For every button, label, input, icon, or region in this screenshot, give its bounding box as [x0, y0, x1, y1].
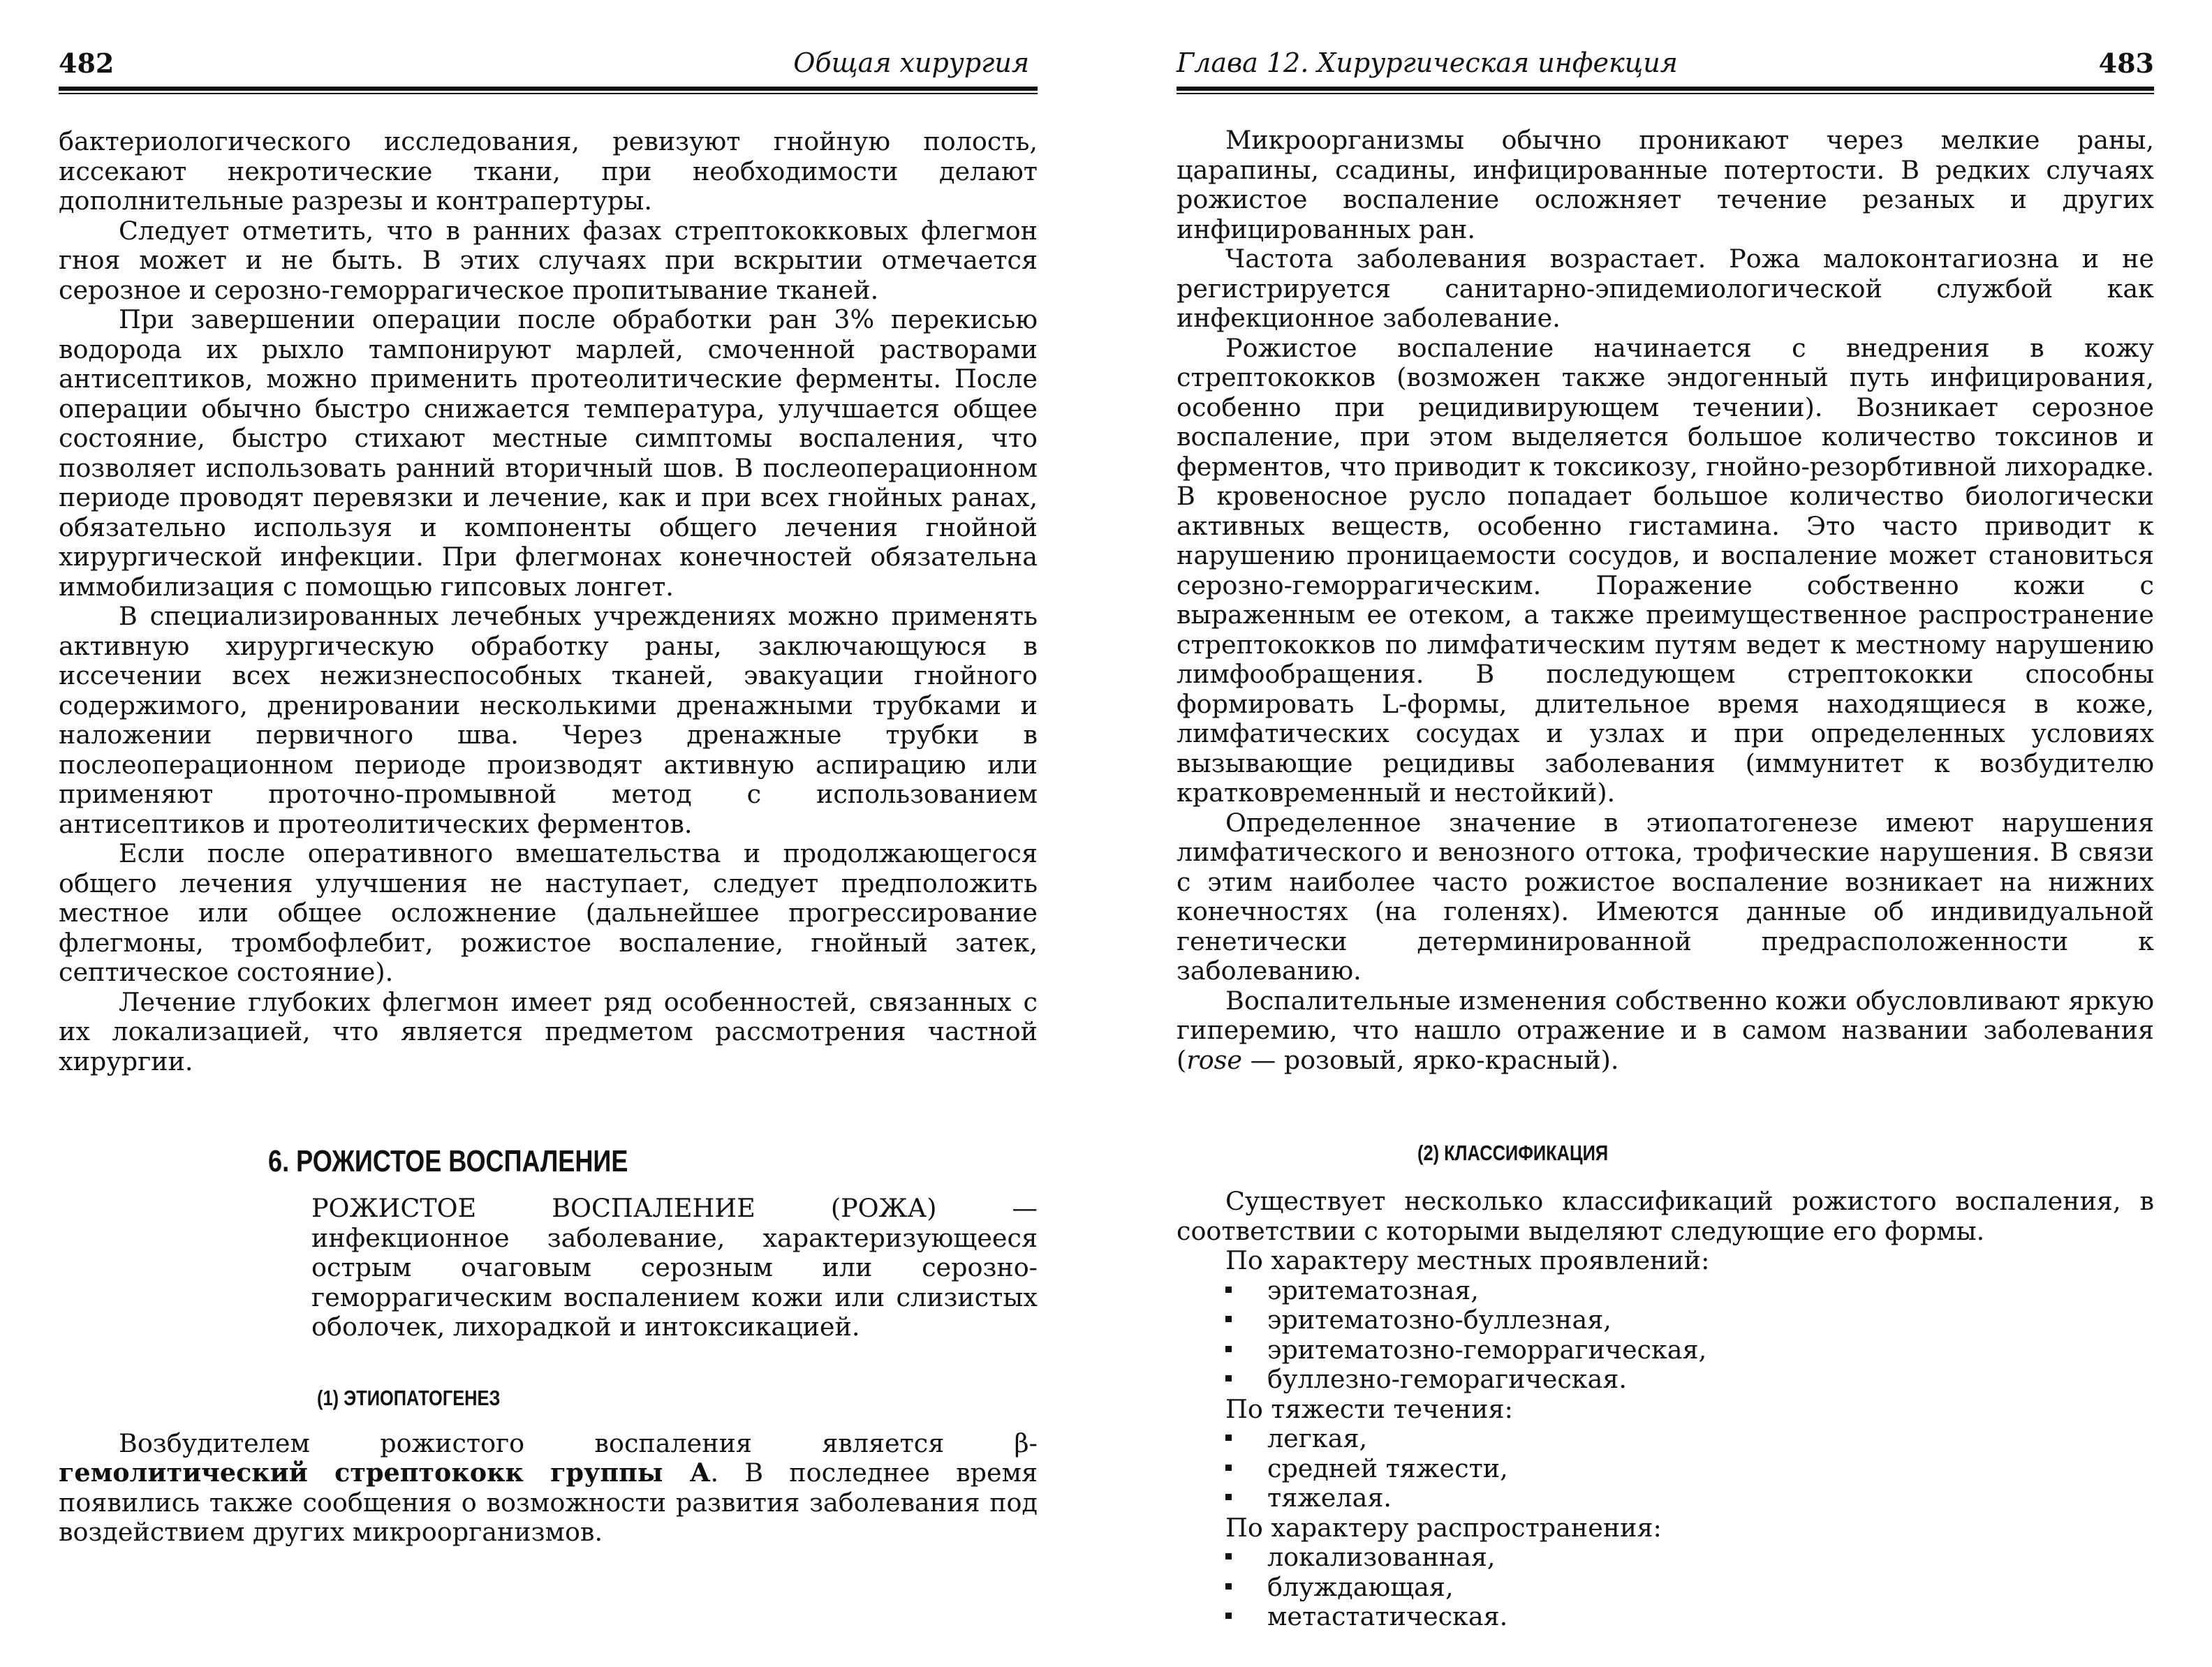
etiology-pathogen: гемолитический стрептококк группы А — [59, 1458, 711, 1488]
list-item: эритематозная, — [1177, 1276, 2154, 1306]
list-item: тяжелая. — [1177, 1483, 2154, 1513]
rose-text-start: Воспалительные изменения собственно кожи обусловливают яркую гиперемию, что нашло отражение и в самом названии заболевания ( — [1177, 985, 2154, 1075]
list-item: эритематозно-геморрагическая, — [1177, 1335, 2154, 1365]
group-title: По тяжести течения: — [1225, 1393, 1513, 1424]
list-item: средней тяжести, — [1177, 1454, 2154, 1484]
left-page-body — [59, 127, 1038, 1548]
classification-intro: Существует несколько классификаций рожистого воспаления, в соответствии с которыми выделяют следующие его формы. — [1177, 1186, 2154, 1246]
definition-text: РОЖИСТОЕ ВОСПАЛЕНИЕ (РОЖА) — инфекционное заболевание, характеризующееся острым очаговым серозным или серозно-геморрагическим воспалением кожи или слизистых оболочек, лихорадкой и интоксикацией. — [311, 1193, 1038, 1342]
bullet-list — [1177, 1276, 2154, 1395]
right-header-rule — [1177, 87, 2154, 94]
left-page-number: 482 — [59, 47, 115, 79]
left-header-rule — [59, 87, 1038, 94]
section-heading: 6. РОЖИСТОЕ ВОСПАЛЕНИЕ — [268, 1144, 628, 1178]
list-item: эритематозно-буллезная, — [1177, 1305, 2154, 1335]
right-paragraph-2: Частота заболевания возрастает. Рожа малоконтагиозна и не регистрируется санитарно-эпидемиологической службой как инфекционное заболевание. — [1177, 244, 2154, 333]
bullet-list — [1177, 1424, 2154, 1513]
left-paragraph-1: бактериологического исследования, ревизуют гнойную полость, иссекают некротические ткани, при необходимости делают дополнительные разрезы и контрапертуры. — [59, 126, 1038, 216]
left-paragraph-4: В специализированных лечебных учреждениях можно применять активную хирургическую обработку раны, заключающуюся в иссечении всех нежизнеспособных тканей, эвакуации гнойного содержимого, дренировании несколькими дренажными трубками и наложении первичного шва. Через дренажные трубки в послеоперационном периоде производят активную аспирацию или применяют проточно-промывной метод с использованием антисептиков и протеолитических ферментов. — [59, 601, 1038, 839]
group-title: По характеру местных проявлений: — [1225, 1245, 1710, 1275]
left-running-title: Общая хирургия — [793, 47, 1029, 78]
left-paragraph-2: Следует отметить, что в ранних фазах стрептококковых флегмон гноя может и не быть. В этих случаях при вскрытии отмечается серозное и серозно-геморрагическое пропитывание тканей. — [59, 215, 1038, 305]
right-page-number: 483 — [2098, 47, 2154, 79]
rose-text-end: — розовый, ярко-красный). — [1242, 1044, 1619, 1075]
right-page-header — [1177, 43, 2154, 99]
right-running-title: Глава 12. Хирургическая инфекция — [1177, 47, 1678, 78]
right-paragraph-3: Рожистое воспаление начинается с внедрения в кожу стрептококков (возможен также эндогенный путь инфицирования, особенно при рецидивирующем течении). Возникает серозное воспаление, при этом выделяется большое количество токсинов и ферментов, что приводит к токсикозу, гнойно-резорбтивной лихорадке. В кровеносное русло попадает большое количество биологически активных веществ, особенно гистамина. Это часто приводит к нарушению проницаемости сосудов, и воспаление может становиться серозно-геморрагическим. Поражение собственно кожи с выраженным ее отеком, а также преимущественное распространение стрептококков по лимфатическим путям ведет к местному нарушению лимфообращения. В последующем стрептококки способны формировать L-формы, длительное время находящиеся в коже, лимфатических сосудах и узлах и при определенных условиях вызывающие рецидивы заболевания (иммунитет к возбудителю кратковременный и нестойкий). — [1177, 332, 2154, 808]
list-item: буллезно-геморагическая. — [1177, 1365, 2154, 1395]
list-item: легкая, — [1177, 1424, 2154, 1454]
classification-group-spread — [1177, 1513, 2154, 1632]
list-item: метастатическая. — [1177, 1602, 2154, 1632]
classification-group-local — [1177, 1246, 2154, 1395]
subheading-classification: (2) КЛАССИФИКАЦИЯ — [1417, 1141, 1609, 1165]
right-paragraph-1: Микроорганизмы обычно проникают через мелкие раны, царапины, ссадины, инфицированные потертости. В редких случаях рожистое воспаление осложняет течение резаных и других инфицированных ран. — [1177, 125, 2154, 244]
etiology-paragraph — [59, 1429, 1038, 1548]
definition-block — [311, 1194, 1038, 1342]
list-item: локализованная, — [1177, 1543, 2154, 1573]
list-item: блуждающая, — [1177, 1573, 2154, 1603]
rose-term: rose — [1186, 1044, 1243, 1075]
left-paragraph-5: Если после оперативного вмешательства и продолжающегося общего лечения улучшения не наступает, следует предположить местное или общее осложнение (дальнейшее прогрессирование флегмоны, тромбофлебит, рожистое воспаление, гнойный затек, септическое состояние). — [59, 838, 1038, 987]
left-page-header — [59, 43, 1038, 99]
right-page-body — [1177, 126, 2154, 1632]
left-paragraph-6: Лечение глубоких флегмон имеет ряд особенностей, связанных с их локализацией, что является предметом рассмотрения частной хирургии. — [59, 986, 1038, 1076]
classification-group-severity — [1177, 1395, 2154, 1513]
subheading-etiology: (1) ЭТИОПАТОГЕНЕЗ — [317, 1385, 501, 1410]
etiology-text-start: Возбудителем рожистого воспаления является β- — [119, 1428, 1038, 1458]
right-paragraph-4: Определенное значение в этиопатогенезе имеют нарушения лимфатического и венозного оттока, трофические нарушения. В связи с этим наиболее часто рожистое воспаление возникает на нижних конечностях (на голенях). Имеются данные об индивидуальной генетически детерминированной предрасположенности к заболеванию. — [1177, 807, 2154, 986]
left-paragraph-3: При завершении операции после обработки ран 3% перекисью водорода их рыхло тампонируют марлей, смоченной растворами антисептиков, можно применить протеолитические ферменты. После операции обычно быстро снижается температура, улучшается общее состояние, быстро стихают местные симптомы воспаления, что позволяет использовать ранний вторичный шов. В послеоперационном периоде проводят перевязки и лечение, как и при всех гнойных ранах, обязательно используя и компоненты общего лечения гнойной хирургической инфекции. При флегмонах конечностей обязательна иммобилизация с помощью гипсовых лонгет. — [59, 304, 1038, 602]
bullet-list — [1177, 1543, 2154, 1632]
group-title: По характеру распространения: — [1225, 1512, 1662, 1543]
etiology-text-end: . В последнее время появились также сообщения о возможности развития заболевания под воздействием других микроорганизмов. — [59, 1458, 1038, 1547]
right-paragraph-5 — [1177, 986, 2154, 1076]
